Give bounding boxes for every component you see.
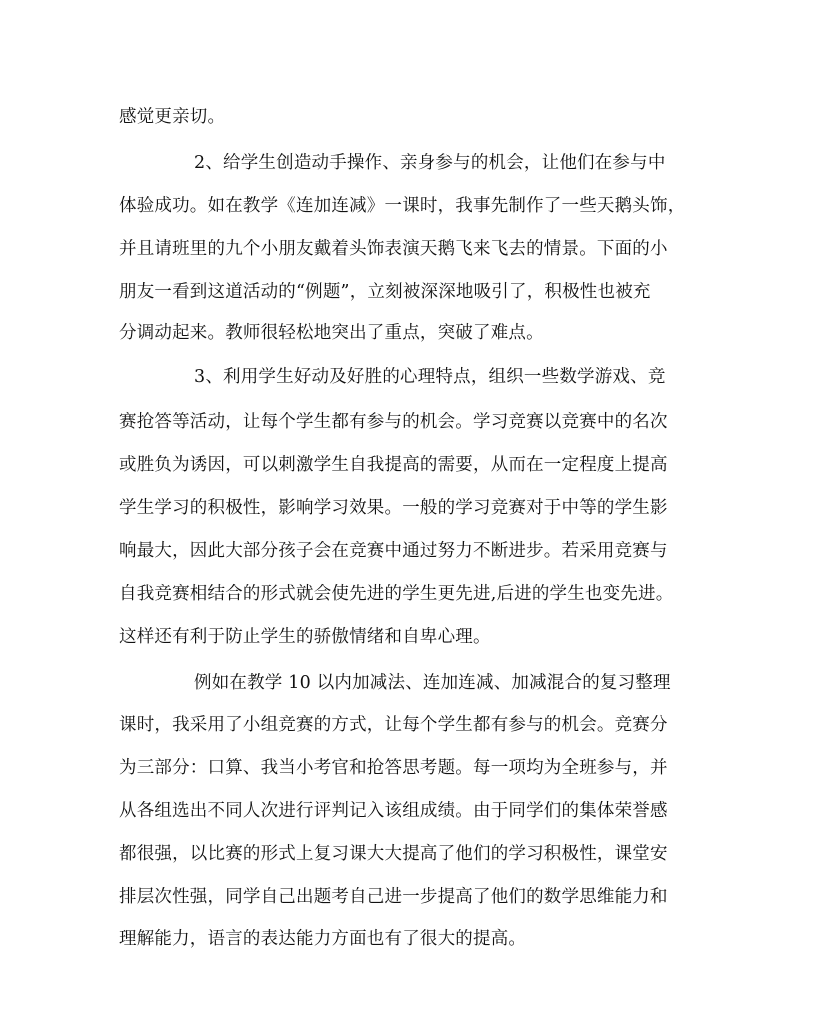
paragraph-start-line: 例如在教学 10 以内加减法、连加连减、加减混合的复习整理 xyxy=(194,673,671,693)
text-line: 为三部分：口算、我当小考官和抢答思考题。每一项均为全班参与，并 xyxy=(119,758,668,778)
paragraph-start-line: 3、利用学生好动及好胜的心理特点，组织一些数学游戏、竞 xyxy=(194,367,666,387)
text-line: 赛抢答等活动，让每个学生都有参与的机会。学习竞赛以竞赛中的名次 xyxy=(119,412,668,432)
text-line: 排层次性强，同学自己出题考自己进一步提高了他们的数学思维能力和 xyxy=(119,887,668,907)
text-line: 感觉更亲切。 xyxy=(119,107,226,127)
text-line: 从各组选出不同人次进行评判记入该组成绩。由于同学们的集体荣誉感 xyxy=(119,801,668,821)
text-line: 自我竞赛相结合的形式就会使先进的学生更先进,后进的学生也变先进。 xyxy=(119,584,674,604)
text-line: 这样还有利于防止学生的骄傲情绪和自卑心理。 xyxy=(119,627,491,647)
text-line: 响最大，因此大部分孩子会在竞赛中通过努力不断进步。若采用竞赛与 xyxy=(119,541,668,561)
text-line: 朋友一看到这道活动的“例题”，立刻被深深地吸引了，积极性也被充 xyxy=(119,282,651,302)
text-line: 或胜负为诱因，可以刺激学生自我提高的需要，从而在一定程度上提高 xyxy=(119,455,668,475)
text-line: 并且请班里的九个小朋友戴着头饰表演天鹅飞来飞去的情景。下面的小 xyxy=(119,239,668,259)
text-line: 分调动起来。教师很轻松地突出了重点，突破了难点。 xyxy=(119,323,544,343)
text-line: 体验成功。如在教学《连加连减》一课时，我事先制作了一些天鹅头饰， xyxy=(119,196,686,216)
text-line: 都很强，以比赛的形式上复习课大大提高了他们的学习积极性，课堂安 xyxy=(119,844,668,864)
text-line: 课时，我采用了小组竞赛的方式，让每个学生都有参与的机会。竞赛分 xyxy=(119,715,668,735)
text-line: 理解能力，语言的表达能力方面也有了很大的提高。 xyxy=(119,929,527,949)
text-line: 学生学习的积极性，影响学习效果。一般的学习竞赛对于中等的学生影 xyxy=(119,498,668,518)
paragraph-start-line: 2、给学生创造动手操作、亲身参与的机会，让他们在参与中 xyxy=(194,153,666,173)
